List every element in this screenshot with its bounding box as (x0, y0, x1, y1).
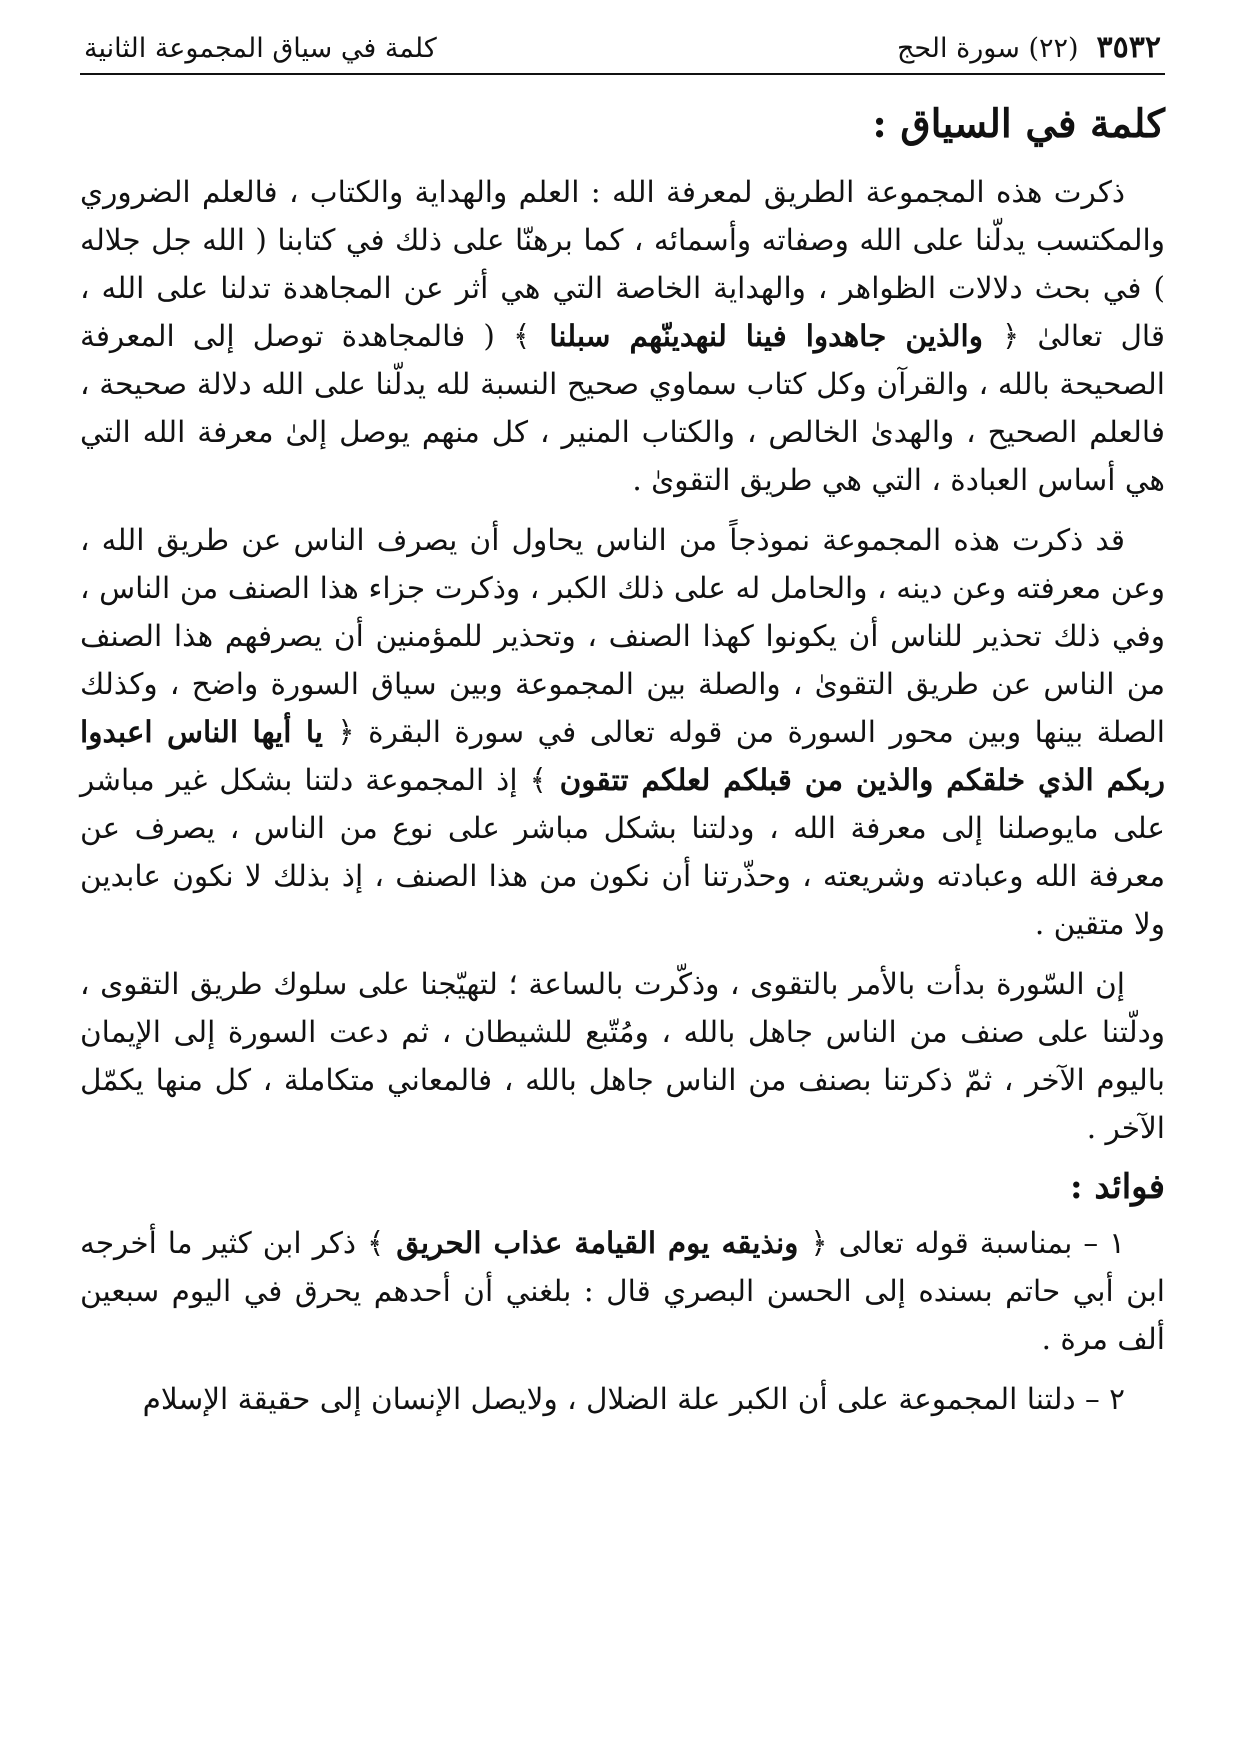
benefit-text: ٢ – دلتنا المجموعة على أن الكبر علة الضلال ، ولايصل الإنسان إلى حقيقة الإسلام (142, 1382, 1125, 1417)
quran-quote: ونذيقه يوم القيامة عذاب الحريق (384, 1225, 811, 1261)
quran-quote: والذين جاهدوا فينا لنهدينّهم سبلنا (530, 317, 1002, 353)
benefit-2 (80, 1375, 1165, 1423)
page-number: ٣٥٣٢ (1096, 30, 1161, 65)
paragraph-text: ﴾ إذ المجموعة دلتنا بشكل غير مباشر على مايوصلنا إلى معرفة الله ، ودلتنا بشكل مباشر على نوع من الناس ، يصرف عن معرفة الله وعبادته وشريعته ، وحذّرتنا أن نكون من هذا الصنف ، إذ بذلك لا نكون عابدين ولا متقين . (80, 762, 1165, 941)
paragraph-1 (80, 168, 1165, 504)
page-header (80, 30, 1165, 75)
paragraph-2 (80, 516, 1165, 948)
book-page (80, 30, 1165, 1435)
running-title: كلمة في سياق المجموعة الثانية (84, 33, 437, 64)
header-right (897, 30, 1161, 65)
paragraph-3 (80, 960, 1165, 1152)
benefit-text: ﴾ ذكر ابن كثير ما أخرجه ابن أبي حاتم بسنده إلى الحسن البصري قال : بلغني أن أحدهم يحرق في اليوم سبعين ألف مرة . (80, 1226, 1165, 1357)
benefit-1 (80, 1219, 1165, 1363)
paragraph-text: ذكرت هذه المجموعة الطريق لمعرفة الله : العلم والهداية والكتاب ، فالعلم الضروري والمكتسب يدلّنا على الله وصفاته وأسمائه ، كما برهنّا على ذلك في كتابنا ( الله جل جلاله ) في بحث دلالات الظواهر ، والهداية الخاصة التي هي أثر عن المجاهدة تدلنا على الله ، قال تعالىٰ ﴿ (80, 174, 1165, 353)
paragraph-text: ﴾ ( فالمجاهدة توصل إلى المعرفة الصحيحة بالله ، والقرآن وكل كتاب سماوي صحيح النسبة لله يدلّنا على الله دلالة صحيحة ، فالعلم الصحيح ، والهدىٰ الخالص ، والكتاب المنير ، كل منهم يوصل إلىٰ معرفة الله التي هي أساس العبادة ، التي هي طريق التقوىٰ . (80, 318, 1165, 497)
paragraph-text: إن السّورة بدأت بالأمر بالتقوى ، وذكّرت بالساعة ؛ لتهيّجنا على سلوك طريق التقوى ، ودلّتنا على صنف من الناس جاهل بالله ، ومُتّبع للشيطان ، ثم دعت السورة إلى الإيمان باليوم الآخر ، ثمّ ذكرتنا بصنف من الناس جاهل بالله ، فالمعاني متكاملة ، كل منها يكمّل الآخر . (80, 966, 1165, 1145)
surah-label: (٢٢) سورة الحج (896, 33, 1079, 64)
section-title: كلمة في السياق : (872, 101, 1165, 147)
benefit-text: ١ – بمناسبة قوله تعالى ﴿ (810, 1226, 1126, 1261)
paragraph-text: قد ذكرت هذه المجموعة نموذجاً من الناس يحاول أن يصرف الناس عن طريق الله ، وعن معرفته وعن دينه ، والحامل له على ذلك الكبر ، وذكرت جزاء هذا الصنف من الناس ، وفي ذلك تحذير للناس أن يكونوا كهذا الصنف ، وتحذير للمؤمنين أن يصرفهم هذا الصنف من الناس عن طريق التقوىٰ ، والصلة بين المجموعة وبين سياق السورة واضح ، وكذلك الصلة بينها وبين محور السورة من قوله تعالى في سورة البقرة ﴿ (80, 522, 1165, 749)
quran-quote: يا أيها الناس اعبدوا ربكم الذي خلقكم والذين من قبلكم لعلكم تتقون (80, 713, 1165, 797)
benefits-title: فوائد : (1070, 1166, 1165, 1207)
